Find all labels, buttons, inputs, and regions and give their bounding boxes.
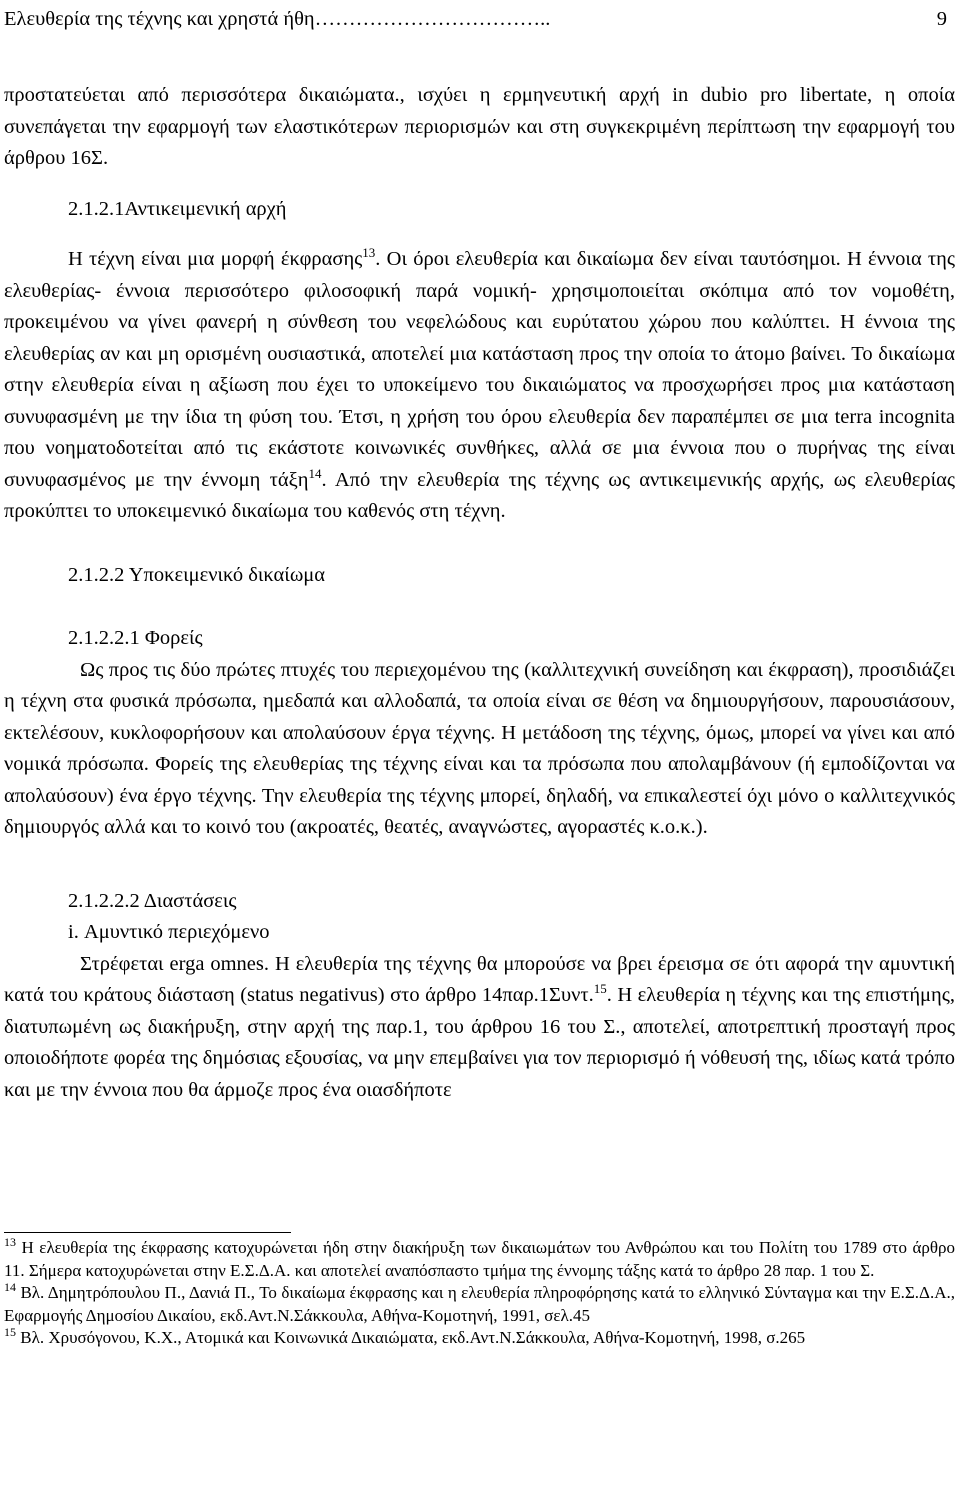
footnote-number: 15	[4, 1325, 16, 1339]
footnote-ref-13[interactable]: 13	[362, 245, 376, 260]
footnote-number: 14	[4, 1280, 16, 1294]
paragraph-objective-start: Η τέχνη είναι μια μορφή έκφρασης	[68, 248, 363, 270]
paragraph-bearers: Ως προς τις δύο πρώτες πτυχές του περιεχομένου της (καλλιτεχνική συνείδηση και έκφραση), προσιδιάζει η τέχνη στα φυσικά πρόσωπα, ημεδαπά και αλλοδαπά, τα οποία είναι σε θέση να δημιουργήσουν, παρουσιάσουν, εκτελέσουν, κυκλοφορήσουν και απολαύσουν έργα τέχνης. Η μετάδοση της τέχνης, όμως, μπορεί να γίνει και από νομικά πρόσωπα. Φορείς της ελευθερίας της τέχνης είναι και τα πρόσωπα που απολαμβάνουν (ή εμποδίζονται να απολαύσουν) ένα έργο τέχνης. Την ελευθερία της τέχνης μπορεί, δηλαδή, να επικαλεστεί όχι μόνο ο καλλιτεχνικός δημιουργός αλλά και το κοινό του (ακροατές, θεατές, αναγνώστες, αγοραστές κ.ο.κ.).	[4, 658, 955, 838]
footnote-15	[4, 1327, 955, 1350]
main-text	[4, 80, 955, 1106]
paragraph-defensive	[4, 949, 955, 1107]
section-heading-bearers: 2.1.2.2.1 Φορείς	[68, 627, 203, 649]
paragraph-defensive-start: Στρέφεται erga omnes. Η ελευθερία της τέχνης θα μπορούσε να βρει έρεισμα σε ότι αφορά την αμυντική κατά του κράτους διάσταση (status negativus) στο άρθρο 14παρ.1Συντ.	[4, 952, 955, 1006]
footnote-ref-15[interactable]: 15	[593, 981, 607, 996]
running-header	[4, 4, 954, 36]
footnote-text: Βλ. Χρυσόγονου, Κ.Χ., Ατομικά και Κοινωνικά Δικαιώματα, εκδ.Αντ.Ν.Σάκκουλα, Αθήνα-Κομοτηνή, 1998, σ.265	[16, 1328, 806, 1347]
paragraph-objective	[4, 244, 955, 528]
paragraph-intro: προστατεύεται από περισσότερα δικαιώματα., ισχύει η ερμηνευτική αρχή in dubio pro libertate, η οποία συνεπάγεται την εφαρμογή των ελαστικότερων περιορισμών και στη συγκεκριμένη περίπτωση την εφαρμογή του άρθρου 16Σ.	[4, 84, 955, 169]
section-heading-dimensions: 2.1.2.2.2 Διαστάσεις	[68, 889, 237, 912]
page-number: 9	[936, 8, 947, 30]
paragraph-defensive-end: . Η ελευθερία η τέχνης και της επιστήμης, διατυπωμένη ως διακήρυξη, στην αρχή της παρ.1, του άρθρου 16 του Σ., αποτελεί, αποτρεπτική προσταγή προς οποιοδήποτε φορέα της δημόσιας εξουσίας, να μην επεμβαίνει για τον περιορισμό ή νόθευσή της, ιδίως κατά τρόπο και με την έννοια που θα άρμοζε προς ένα οιασδήποτε	[4, 984, 955, 1101]
footnote-14	[4, 1282, 955, 1327]
footnote-separator	[4, 1232, 291, 1233]
footnote-13	[4, 1237, 955, 1282]
footnote-text: Η ελευθερία της έκφρασης κατοχυρώνεται ήδη στην διακήρυξη των δικαιωμάτων του Ανθρώπου και του Πολίτη του 1789 στο άρθρο 11. Σήμερα κατοχυρώνεται στην Ε.Σ.Δ.Α. και αποτελεί αναπόσπαστο τμήμα της έννομης τάξης κατά το άρθρο 28 παρ. 1 του Σ.	[4, 1238, 955, 1280]
footnotes	[4, 1237, 955, 1350]
section-heading-objective: 2.1.2.1Αντικειμενική αρχή	[68, 197, 287, 220]
header-title: Ελευθερία της τέχνης και χρηστά ήθη……………………………..	[4, 8, 551, 30]
footnote-ref-14[interactable]: 14	[308, 465, 322, 481]
paragraph-objective-end: . Από την ελευθερία της τέχνης ως αντικειμενικής αρχής, ως ελευθερίας προκύπτει το υποκειμενικό δικαίωμα του καθενός στη τέχνη.	[4, 468, 955, 522]
footnote-number: 13	[4, 1235, 16, 1249]
paragraph-objective-mid: . Οι όροι ελευθερία και δικαίωμα δεν είναι ταυτόσημοι. Η έννοια της ελευθερίας- έννοια περισσότερο φιλοσοφική παρά νομική- χρησιμοποιείται σκόπιμα από τον νομοθέτη, προκειμένου να γίνει φανερή η σύνθεση του νεφελώδους και ευρύτατου χώρου που καλύπτει. Η έννοια της ελευθερίας αν και μη ορισμένη ουσιαστικά, αποτελεί μια κατάσταση προς την οποία το άτομο βαίνει. Το δικαίωμα στην ελευθερία είναι η αξίωση που έχει το υποκείμενο του δικαιώματος να προσχωρήσει προς μια κατάσταση συνυφασμένη με την ίδια τη φύση του. Έτσι, η χρήση του όρου ελευθερία δεν παραπέμπει σε μια terra incognita που νοηματοδοτείται από τις εκάστοτε κοινωνικές συνθήκες, αλλά σε μια έννοια που ο πυρήνας της είναι συνυφασμένος με την έννομη τάξη	[4, 248, 956, 491]
subsection-heading-defensive: i. Αμυντικό περιεχόμενο	[68, 921, 270, 943]
section-heading-subjective: 2.1.2.2 Υποκειμενικό δικαίωμα	[68, 563, 326, 586]
footnote-text: Βλ. Δημητρόπουλου Π., Δανιά Π., Το δικαίωμα έκφρασης και η ελευθερία πληροφόρησης κατά το ελληνικό Σύνταγμα και την Ε.Σ.Δ.Α., Εφαρμογής Δημοσίου Δικαίου, εκδ.Αντ.Ν.Σάκκουλα, Αθήνα-Κομοτηνή, 1991, σελ.45	[4, 1283, 955, 1325]
